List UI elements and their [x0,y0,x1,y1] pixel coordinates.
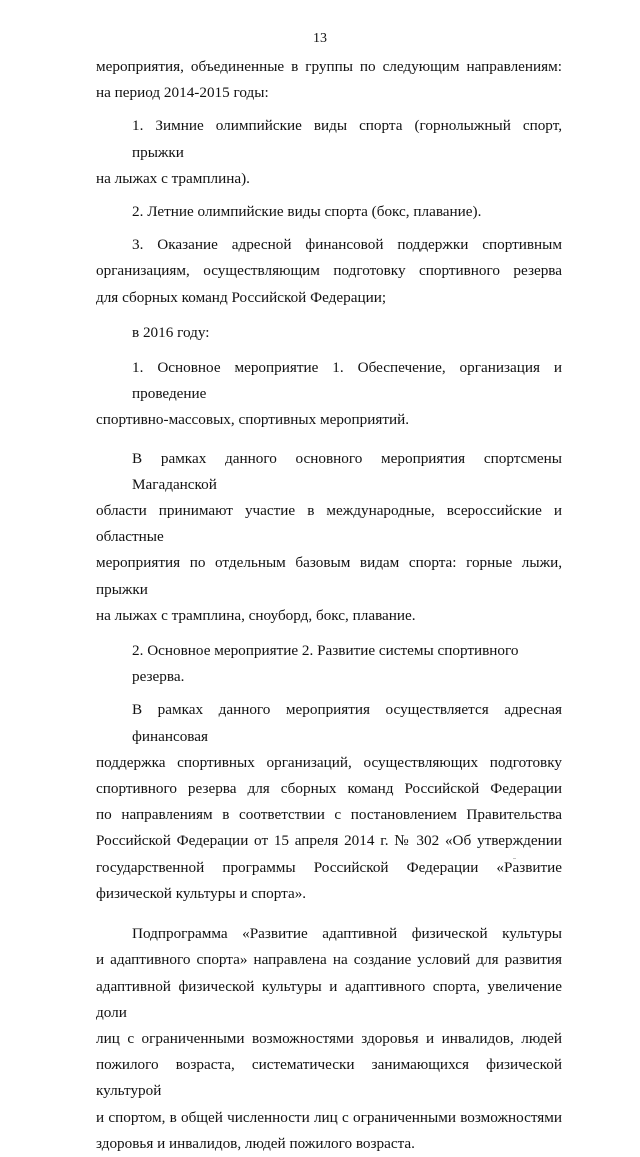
list-item-main-event-2 [96,638,562,690]
text-line: для сборных команд Российской Федерации; [96,288,387,306]
text-line: В рамках данного основного мероприятия спортсмены Магаданской [132,449,562,493]
text-line: области принимают участие в международные, всероссийские и областные [96,502,562,546]
text-line: спортивного резерва для сборных команд Российской Федерации [96,780,562,798]
page-number: 13 [313,31,327,46]
text-line: пожилого возраста, систематически занимающихся физической культурой [96,1056,562,1100]
text-line: лиц с ограниченными возможностями здоровья и инвалидов, людей [96,1029,562,1047]
text-line: в 2016 году: [132,323,210,341]
text-line: на лыжах с трамплина, сноуборд, бокс, плавание. [96,606,416,624]
text-line: Подпрограмма «Развитие адаптивной физической культуры [132,925,562,943]
text-line: Российской Федерации от 15 апреля 2014 г. № 302 «Об утверждении [96,832,562,850]
text-line: мероприятия, объединенные в группы по следующим направлениям: [96,58,562,75]
text-line: на период 2014-2015 годы: [96,84,269,102]
paragraph-financial-support-details [96,697,562,907]
list-item-main-event-1 [96,355,562,434]
text-line: на лыжах с трамплина). [96,169,250,187]
text-line: мероприятия по отдельным базовым видам спорта: горные лыжи, прыжки [96,554,562,598]
document-body [96,54,562,1157]
paragraph-adaptive-subprogram [96,921,562,1157]
list-item-financial-support [96,232,562,311]
paragraph-athletes-participation [96,446,562,629]
scan-artifact [513,858,516,859]
text-line: по направлениям в соответствии с постановлением Правительства [96,806,562,824]
text-line: 1. Основное мероприятие 1. Обеспечение, организация и проведение [132,359,562,403]
text-line: государственной программы Российской Федерации «Развитие [96,858,562,876]
text-line: и адаптивного спорта» направлена на создание условий для развития [96,951,562,969]
text-line: 1. Зимние олимпийские виды спорта (горнолыжный спорт, прыжки [132,117,562,161]
text-line: здоровья и инвалидов, людей пожилого возраста. [96,1134,415,1152]
text-line: 2. Основное мероприятие 2. Развитие системы спортивного резерва. [132,642,519,686]
text-line: спортивно-массовых, спортивных мероприятий. [96,411,410,429]
text-line: поддержка спортивных организаций, осуществляющих подготовку [96,753,562,771]
paragraph-continuation [96,54,562,106]
list-item-summer-sports [96,199,562,225]
paragraph-year-2016 [96,320,562,346]
text-line: 2. Летние олимпийские виды спорта (бокс, плавание). [132,203,482,221]
text-line: физической культуры и спорта». [96,884,307,902]
text-line: адаптивной физической культуры и адаптивного спорта, увеличение доли [96,977,562,1021]
list-item-winter-sports [96,113,562,192]
text-line: 3. Оказание адресной финансовой поддержки спортивным [132,236,562,254]
text-line: организациям, осуществляющим подготовку спортивного резерва [96,262,562,280]
text-line: В рамках данного мероприятия осуществляется адресная финансовая [132,701,562,745]
text-line: и спортом, в общей численности лиц с ограниченными возможностями [96,1108,562,1126]
